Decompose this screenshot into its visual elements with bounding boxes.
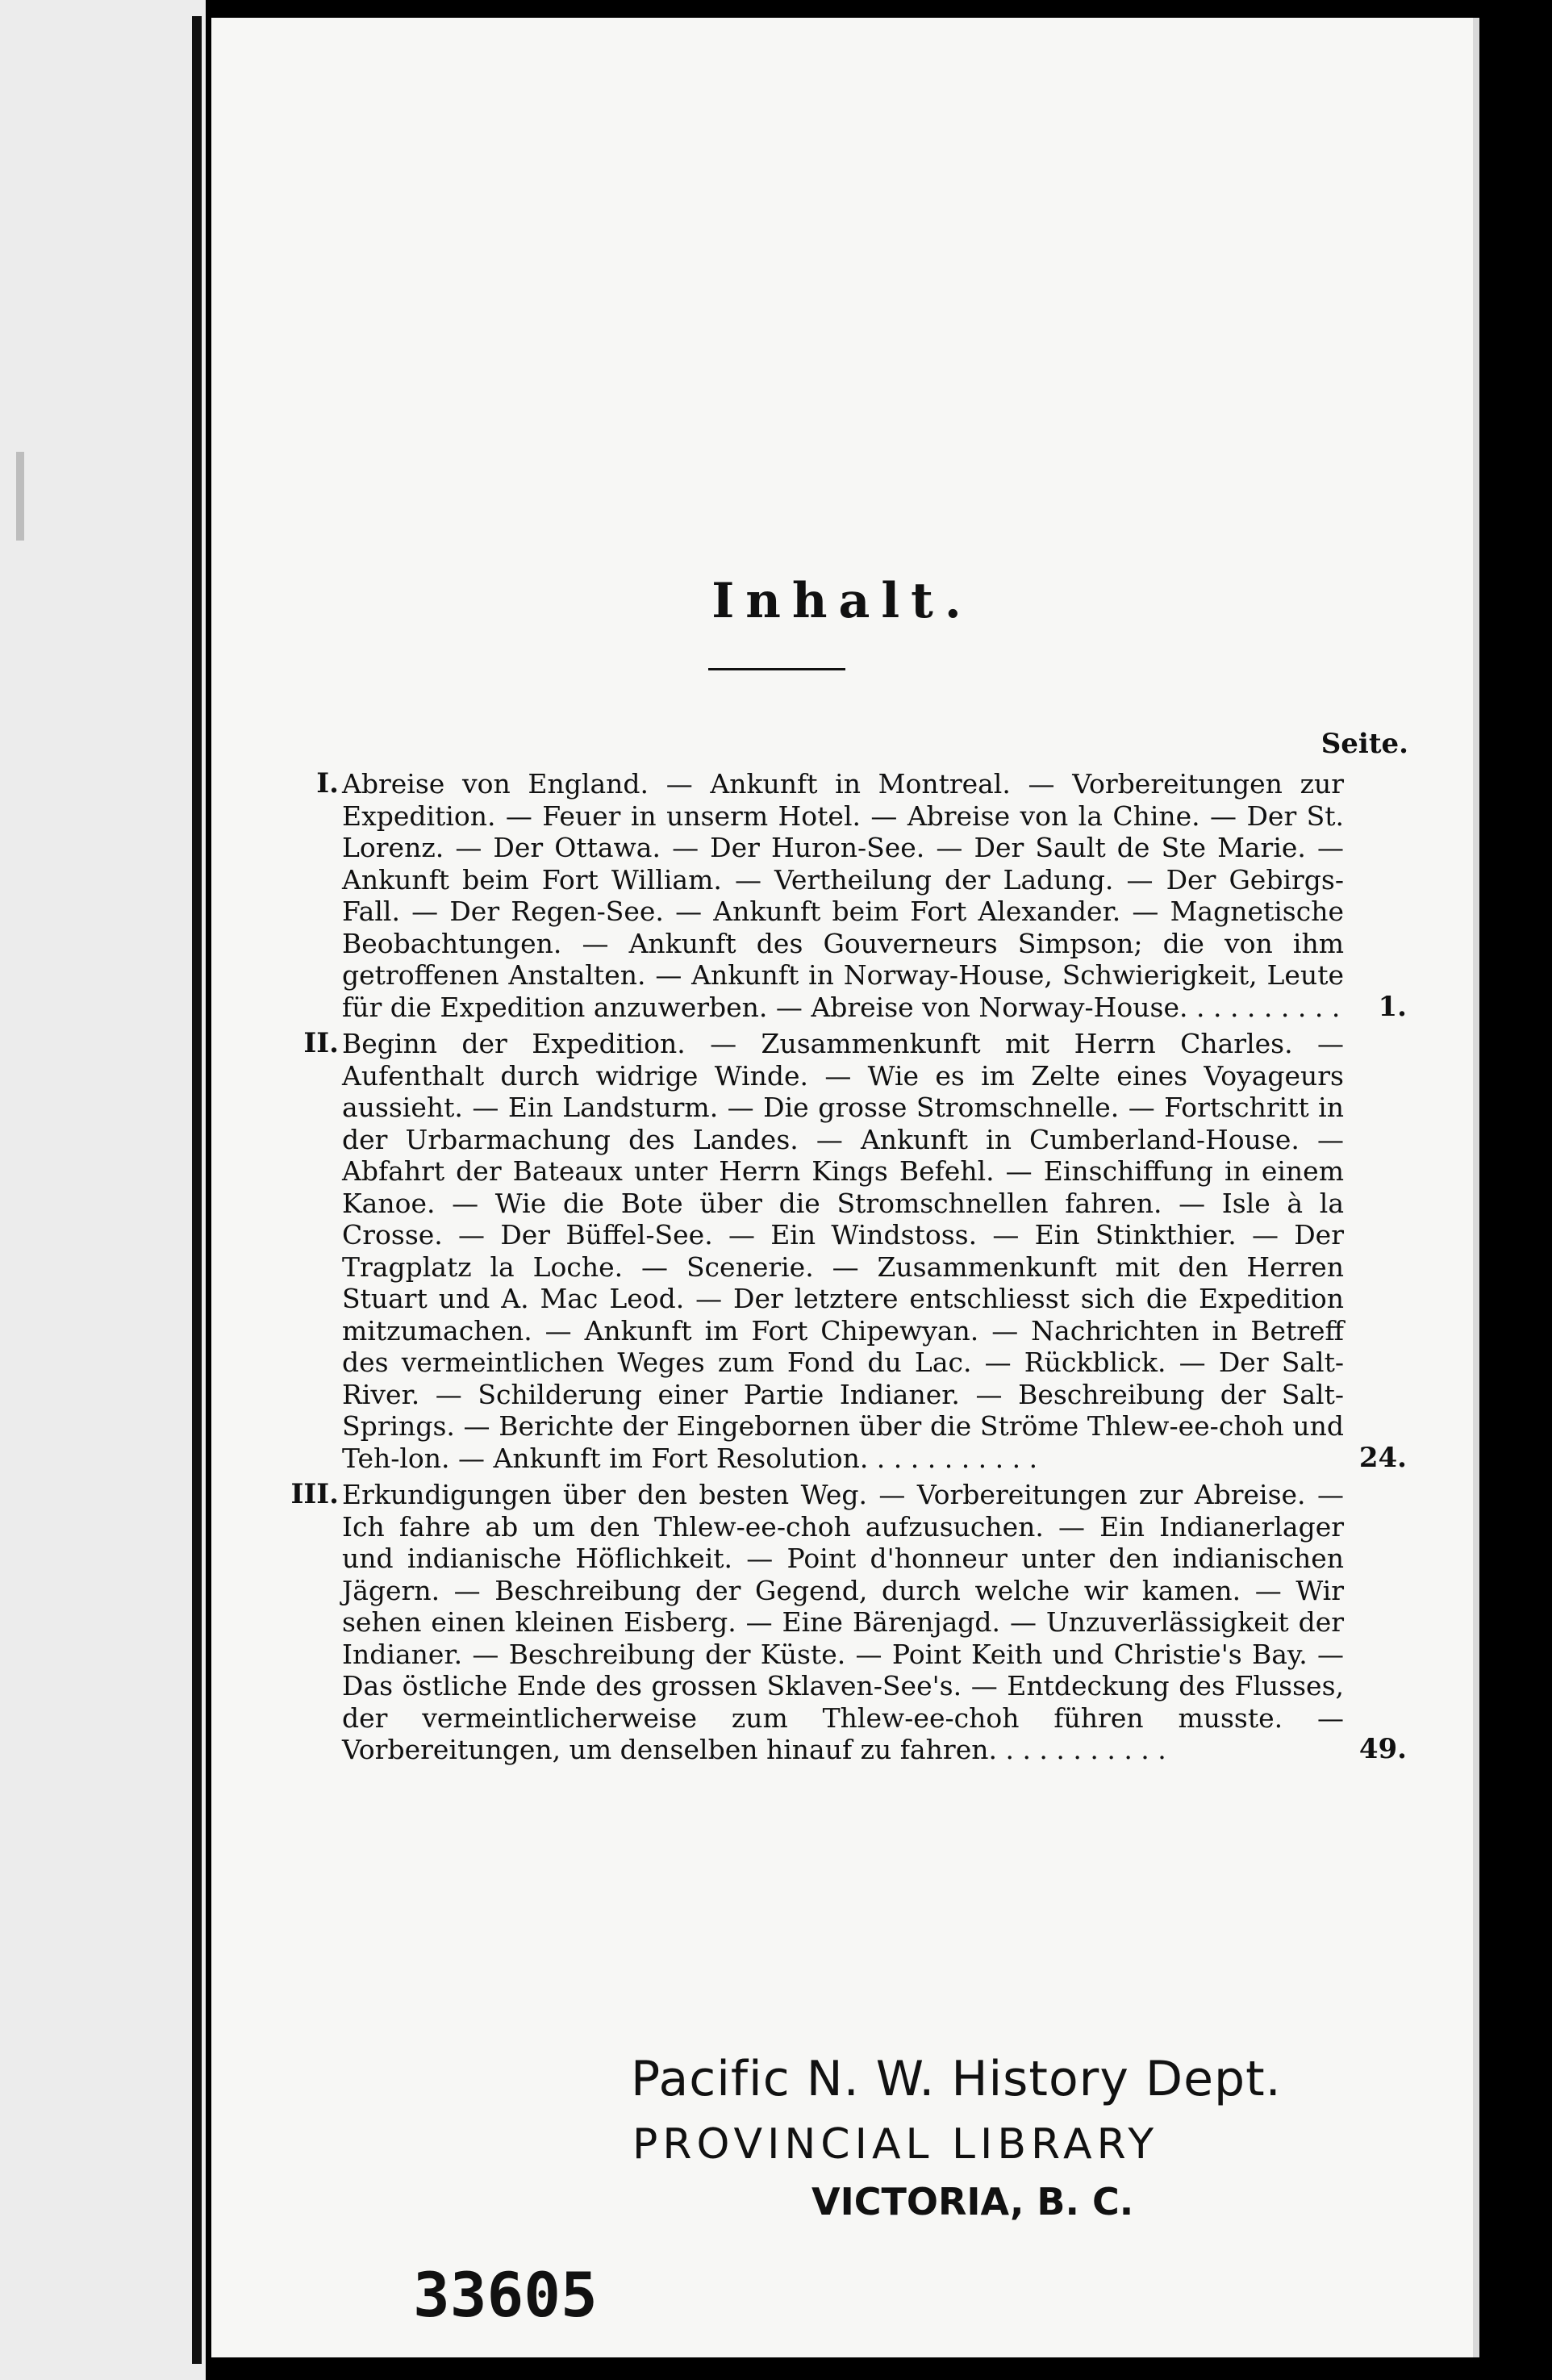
- spine-mark: [16, 452, 24, 541]
- toc-entry-3: [286, 1479, 1407, 1766]
- library-stamp-location: VICTORIA, B. C.: [811, 2180, 1134, 2223]
- entry-number: I.: [316, 767, 339, 800]
- accession-number: 33605: [413, 2259, 598, 2331]
- library-stamp-library: PROVINCIAL LIBRARY: [632, 2120, 1159, 2169]
- entry-number: II.: [303, 1027, 339, 1059]
- title-rule: [708, 668, 845, 670]
- toc-entry-1: [286, 768, 1407, 1023]
- spine-edge: [192, 16, 202, 2364]
- entry-number: III.: [290, 1478, 339, 1510]
- book-spine: [0, 0, 206, 2380]
- page-title: Inhalt.: [711, 573, 973, 629]
- entry-page: 24.: [1358, 1441, 1407, 1474]
- entry-page: 49.: [1358, 1733, 1407, 1765]
- entry-text: Abreise von England. — Ankunft in Montreal. — Vorbereitungen zur Expedition. — Feuer in unserm Hotel. — Abreise von la Chine. — Der St. Lorenz. — Der Ottawa. — Der Huron-See. — Der Sault de Ste Marie. — Ankunft beim Fort William. — Vertheilung der Ladung. — Der Gebirgs-Fall. — Der Regen-See. — Ankunft beim Fort Alexander. — Magnetische Beobachtungen. — Ankunft des Gouverneurs Simpson; die von ihm getroffenen Anstalten. — Ankunft in Norway-House, Schwierigkeit, Leute für die Expedition anzuwerben. — Abreise von Norway-House. . . . . . . . . .: [342, 768, 1344, 1023]
- table-of-contents: [286, 768, 1407, 1771]
- page: [211, 18, 1479, 2357]
- library-stamp-dept: Pacific N. W. History Dept.: [631, 2051, 1282, 2107]
- seite-label: Seite.: [1320, 728, 1408, 760]
- entry-text: Beginn der Expedition. — Zusammenkunft mit Herrn Charles. — Aufenthalt durch widrige Winde. — Wie es im Zelte eines Voyageurs aussieht. — Ein Landsturm. — Die grosse Stromschnelle. — Fortschritt in der Urbarmachung des Landes. — Ankunft in Cumberland-House. — Abfahrt der Bateaux unter Herrn Kings Befehl. — Einschiffung in einem Kanoe. — Wie die Bote über die Stromschnellen fahren. — Isle à la Crosse. — Der Büffel-See. — Ein Windstoss. — Ein Stinkthier. — Der Tragplatz la Loche. — Scenerie. — Zusammenkunft mit den Herren Stuart und A. Mac Leod. — Der letztere entschliesst sich die Expedition mitzumachen. — Ankunft im Fort Chipewyan. — Nachrichten in Betreff des vermeintlichen Weges zum Fond du Lac. — Rückblick. — Der Salt-River. — Schilderung einer Partie Indianer. — Beschreibung der Salt-Springs. — Berichte der Eingebornen über die Ströme Thlew-ee-choh und Teh-lon. — Ankunft im Fort Resolution. . . . . . . . . . .: [342, 1028, 1344, 1474]
- entry-text: Erkundigungen über den besten Weg. — Vorbereitungen zur Abreise. — Ich fahre ab um den Thlew-ee-choh aufzusuchen. — Ein Indianerlager und indianische Höflichkeit. — Point d'honneur unter den indianischen Jägern. — Beschreibung der Gegend, durch welche wir kamen. — Wir sehen einen kleinen Eisberg. — Eine Bärenjagd. — Unzuverlässigkeit der Indianer. — Beschreibung der Küste. — Point Keith und Christie's Bay. — Das östliche Ende des grossen Sklaven-See's. — Entdeckung des Flusses, der vermeintlicherweise zum Thlew-ee-choh führen musste. — Vorbereitungen, um denselben hinauf zu fahren. . . . . . . . . . .: [342, 1479, 1344, 1765]
- toc-entry-2: [286, 1028, 1407, 1474]
- entry-page: 1.: [1378, 990, 1407, 1023]
